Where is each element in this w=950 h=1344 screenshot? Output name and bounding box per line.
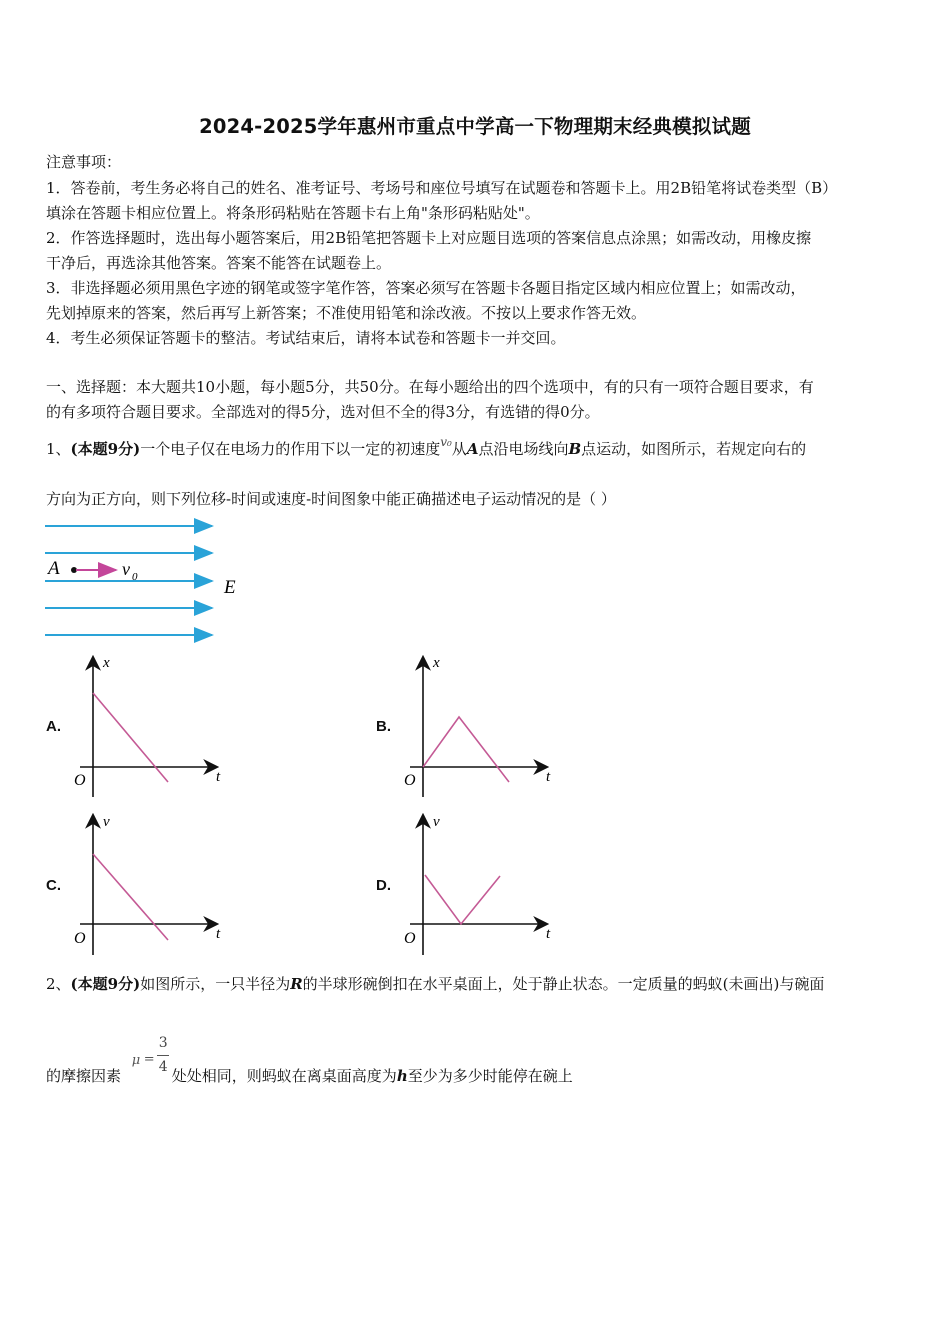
q1-text-d: 点运动，如图所示，若规定向右的	[581, 440, 807, 458]
q2-line2-c: 至少为多少时能停在碗上	[407, 1067, 573, 1085]
fraction-bar	[157, 1055, 169, 1056]
section1-line-2: 的有多项符合题目要求。全部选对的得5分，选对但不全的得3分，有选错的得0分。	[46, 403, 600, 421]
q1-v0: v₀	[440, 435, 452, 449]
field-label: E	[224, 577, 236, 598]
notice-heading: 注意事项：	[46, 153, 122, 171]
velocity-subscript: 0	[132, 571, 138, 583]
q1-tag: (本题9分)	[70, 440, 141, 458]
field-figure	[40, 513, 260, 648]
q1-text-a: 一个电子仅在电场力的作用下以一定的初速度	[140, 440, 441, 458]
option-a-label[interactable]: A.	[46, 718, 61, 735]
equals-sign: =	[143, 1052, 155, 1067]
notice-line-3: 2．作答选择题时，选出每小题答案后，用2B铅笔把答题卡上对应题目选项的答案信息点涂黑；如需改动，用橡皮擦	[46, 229, 812, 247]
x-axis-label: t	[216, 769, 221, 785]
graph-line	[93, 693, 168, 782]
y-axis-label: x	[103, 655, 110, 671]
q2-text-b: 的半球形碗倒扣在水平桌面上，处于静止状态。一定质量的蚂蚁(未画出)与碗面	[302, 975, 825, 993]
graph-line	[93, 854, 168, 940]
x-axis-label: t	[216, 926, 221, 942]
graph-line	[425, 875, 500, 924]
q1-point-a: A	[466, 440, 479, 458]
q2-radius: R	[290, 975, 303, 993]
point-a-label: A	[48, 558, 60, 579]
origin-label: O	[74, 930, 86, 947]
page-title: 2024-2025学年惠州市重点中学高一下物理期末经典模拟试题	[199, 115, 751, 138]
q2-stem-line-1	[46, 973, 824, 994]
section1-line-1: 一、选择题：本大题共10小题，每小题5分，共50分。在每小题给出的四个选项中，有的只有一项符合题目要求，有	[46, 378, 814, 396]
x-axis-label: t	[546, 769, 551, 785]
option-d-label[interactable]: D.	[376, 877, 391, 894]
mu-symbol: μ	[131, 1053, 141, 1068]
q2-height: h	[396, 1067, 408, 1085]
option-b-graph[interactable]	[396, 650, 566, 800]
notice-line-2: 填涂在答题卡相应位置上。将条形码粘贴在答题卡右上角"条形码粘贴处"。	[46, 204, 540, 222]
q1-number: 1、	[46, 440, 71, 458]
option-a-graph[interactable]	[66, 650, 236, 800]
origin-label: O	[74, 772, 86, 789]
y-axis-label: v	[433, 814, 440, 830]
friction-formula	[126, 1035, 172, 1081]
velocity-label: v	[122, 559, 130, 579]
q1-text-c: 点沿电场线向	[478, 440, 569, 458]
q1-stem-line-2: 方向为正方向，则下列位移-时间或速度-时间图象中能正确描述电子运动情况的是（ ）	[46, 490, 616, 508]
q1-point-b: B	[568, 440, 582, 458]
option-b-label[interactable]: B.	[376, 718, 391, 735]
q1-stem-line-1	[46, 435, 807, 459]
q2-line2-a: 的摩擦因素	[46, 1067, 122, 1085]
option-d-graph[interactable]	[396, 808, 566, 958]
notice-line-4: 干净后，再选涂其他答案。答案不能答在试题卷上。	[46, 254, 392, 272]
y-axis-label: v	[103, 814, 110, 830]
origin-label: O	[404, 930, 416, 947]
option-c-label[interactable]: C.	[46, 877, 61, 894]
q2-text-a: 如图所示，一只半径为	[140, 975, 291, 993]
notice-line-6: 先划掉原来的答案，然后再写上新答案；不准使用铅笔和涂改液。不按以上要求作答无效。	[46, 304, 647, 322]
notice-line-7: 4．考生必须保证答题卡的整洁。考试结束后，请将本试卷和答题卡一并交回。	[46, 329, 566, 347]
graph-line	[423, 717, 509, 782]
option-c-graph[interactable]	[66, 808, 236, 958]
q1-text-b: 从	[451, 440, 467, 458]
fraction-numerator: 3	[158, 1035, 168, 1051]
q2-number: 2、	[46, 975, 71, 993]
notice-line-5: 3．非选择题必须用黑色字迹的钢笔或签字笔作答，答案必须写在答题卡各题目指定区域内相应位置上；如需改动，	[46, 279, 806, 297]
q2-line2-b: 处处相同，则蚂蚁在离桌面高度为	[171, 1067, 397, 1085]
q2-tag: (本题9分)	[70, 975, 141, 993]
x-axis-label: t	[546, 926, 551, 942]
fraction-denominator: 4	[158, 1059, 168, 1075]
q2-stem-line-2	[46, 1035, 573, 1086]
y-axis-label: x	[433, 655, 440, 671]
notice-line-1: 1．答卷前，考生务必将自己的姓名、准考证号、考场号和座位号填写在试题卷和答题卡上。用2B铅笔将试卷类型（B）	[46, 179, 838, 197]
origin-label: O	[404, 772, 416, 789]
